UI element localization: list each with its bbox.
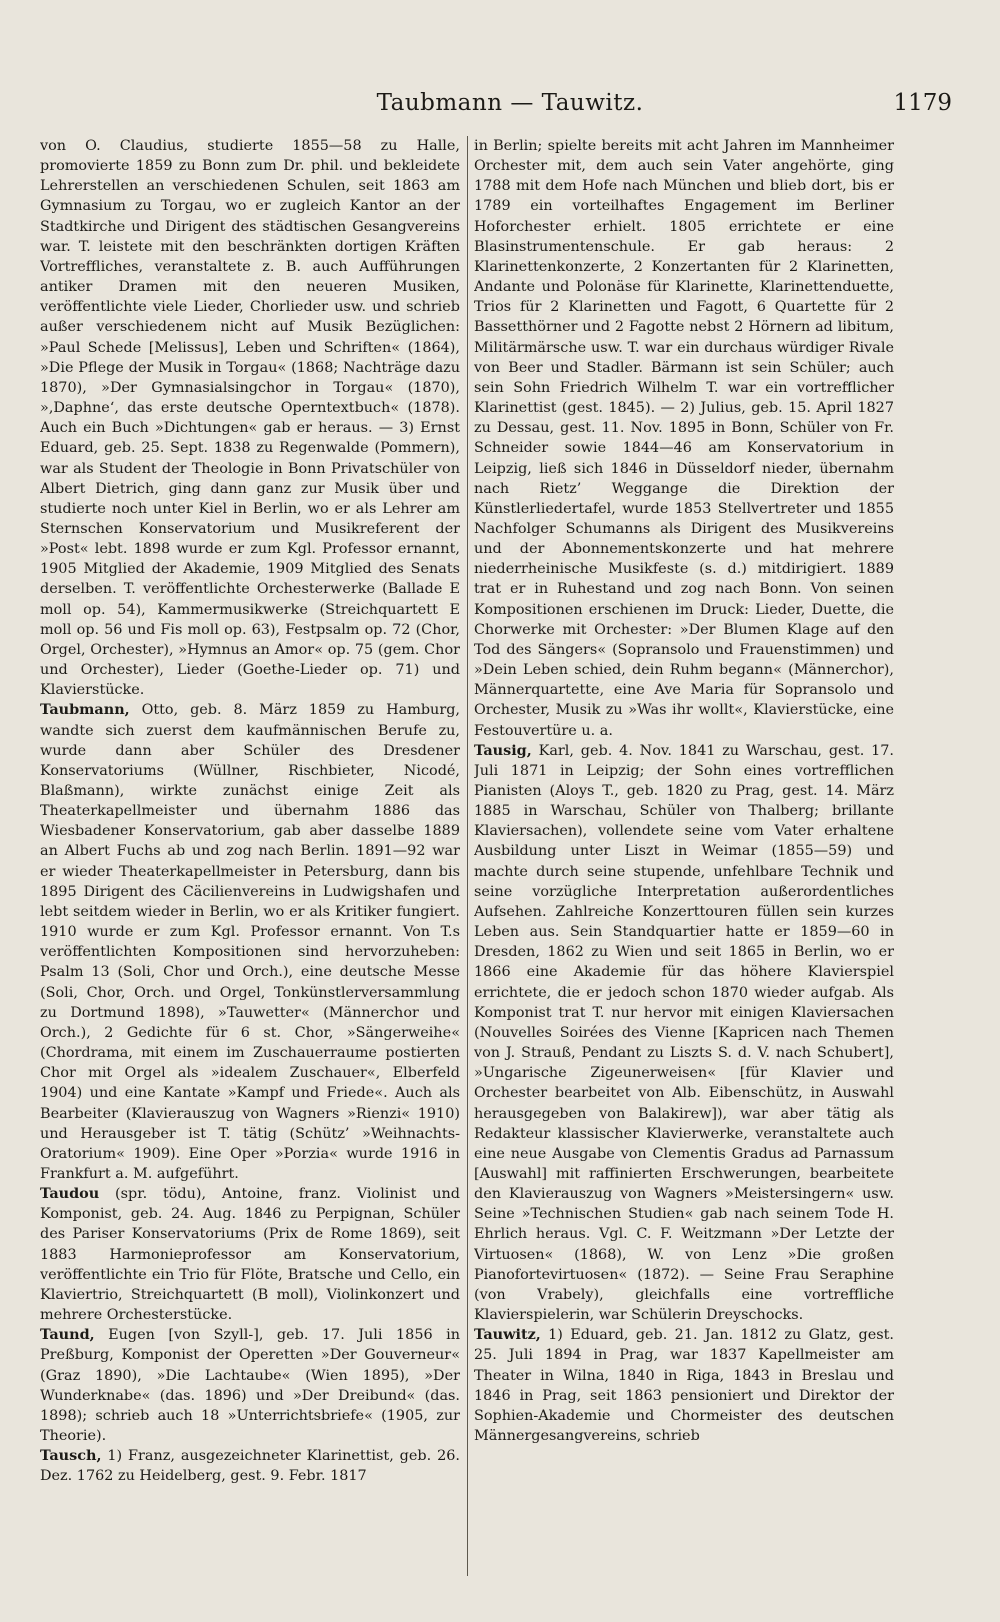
entry-taund bbox=[40, 1325, 460, 1446]
entry-text: Eugen [von Szyll-], geb. 17. Juli 1856 in Preßburg, Komponist der Operetten »Der Gouverneur« (Graz 1890), »Die Lachtaube« (Wien 1895), »Der Wunderknabe« (das. 1896) und »Der Dreibund« (das. 1898); schrieb auch 18 »Unterrichtsbriefe« (1905, zur Theorie). bbox=[40, 1327, 460, 1444]
entry-text: 1) Eduard, geb. 21. Jan. 1812 zu Glatz, gest. 25. Juli 1894 in Prag, war 1837 Kapellmeister am Theater in Wilna, 1840 in Riga, 1843 in Breslau und 1846 in Prag, seit 1863 pensioniert und Direktor der Sophien-Akademie und Chormeister des deutschen Männergesangvereins, schrieb bbox=[474, 1327, 894, 1444]
entry-text: Otto, geb. 8. März 1859 zu Hamburg, wandte sich zuerst dem kaufmännischen Berufe zu, wurde dann aber Schüler des Dresdener Konservatoriums (Wüllner, Rischbieter, Nicodé, Blaßmann), wirkte zunächst einige Zeit als Theaterkapellmeister und übernahm 1886 das Wiesbadener Konservatorium, gab aber dasselbe 1889 an Albert Fuchs ab und zog nach Berlin. 1891—92 war er wieder Theaterkapellmeister in Petersburg, dann bis 1895 Dirigent des Cäcilienvereins in Ludwigshafen und lebt seitdem wieder in Berlin, wo er als Kritiker fungiert. 1910 wurde er zum Kgl. Professor ernannt. Von T.s veröffentlichten Kompositionen sind hervorzuheben: Psalm 13 (Soli, Chor und Orch.), eine deutsche Messe (Soli, Chor, Orch. und Orgel, Tonkünstlerversammlung zu Dortmund 1898), »Tauwetter« (Männerchor und Orch.), 2 Gedichte für 6 st. Chor, »Sängerweihe« (Chordrama, mit einem im Zuschauerraume postierten Chor mit Orgel als »idealem Zuschauer«, Elberfeld 1904) und eine Kantate »Kampf und Friede«. Auch als Bearbeiter (Klavierauszug von Wagners »Rienzi« 1910) und Herausgeber ist T. tätig (Schütz’ »Weihnachts-Oratorium« 1909). Eine Oper »Porzia« wurde 1916 in Frankfurt a. M. aufgeführt. bbox=[40, 702, 460, 1182]
entry-tausch bbox=[40, 1446, 460, 1486]
entry-tauwitz bbox=[474, 1325, 894, 1446]
headword: Tausig, bbox=[474, 741, 532, 759]
right-column bbox=[474, 136, 894, 1596]
headword: Taund, bbox=[40, 1326, 95, 1344]
headword: Taubmann, bbox=[40, 701, 130, 719]
running-head: Taubmann — Tauwitz. bbox=[376, 90, 644, 116]
headword: Taudou bbox=[40, 1185, 100, 1203]
entry-taubmann bbox=[40, 700, 460, 1184]
left-column bbox=[40, 136, 460, 1596]
entry-taudou bbox=[40, 1184, 460, 1325]
entry-text: 1) Franz, ausgezeichneter Klarinettist, geb. 26. Dez. 1762 zu Heidelberg, gest. 9. Febr. 1817 bbox=[40, 1448, 460, 1485]
column-divider bbox=[467, 136, 468, 1576]
entry-tausig bbox=[474, 741, 894, 1326]
entry-continuation: in Berlin; spielte bereits mit acht Jahren im Mannheimer Orchester mit, dem auch sein Vater angehörte, ging 1788 mit dem Hofe nach München und blieb dort, bis er 1789 ein vorteilhaftes Engagement im Berliner Hoforchester erhielt. 1805 errichtete er eine Blasinstrumentenschule. Er gab heraus: 2 Klarinettenkonzerte, 2 Konzertanten für 2 Klarinetten, Andante und Polonäse für Klarinette, Klarinettenduette, Trios für 2 Klarinetten und Fagott, 6 Quartette für 2 Bassetthörner und 2 Fagotte nebst 2 Hörnern ad libitum, Militärmärsche usw. T. war ein durchaus würdiger Rivale von Beer und Stadler. Bärmann ist sein Schüler; auch sein Sohn Friedrich Wilhelm T. war ein vortrefflicher Klarinettist (gest. 1845). — 2) Julius, geb. 15. April 1827 zu Dessau, gest. 11. Nov. 1895 in Bonn, Schüler von Fr. Schneider sowie 1844—46 am Konservatorium in Leipzig, ließ sich 1846 in Düsseldorf nieder, übernahm nach Rietz’ Weggange die Direktion der Künstlerliedertafel, wurde 1853 Stellvertreter und 1855 Nachfolger Schumanns als Dirigent des Musikvereins und der Abonnementskonzerte und hat mehrere niederrheinische Musikfeste (s. d.) mitdirigiert. 1889 trat er in Ruhestand und zog nach Bonn. Von seinen Kompositionen erschienen im Druck: Lieder, Duette, die Chorwerke mit Orchester: »Der Blumen Klage auf den Tod des Sängers« (Sopransolo und Frauenstimmen) und »Dein Leben schied, dein Ruhm begann« (Männerchor), Männerquartette, eine Ave Maria für Sopransolo und Orchester, Musik zu »Was ihr wollt«, Klavierstücke, eine Festouvertüre u. a. bbox=[474, 138, 894, 739]
page-number: 1179 bbox=[893, 90, 952, 116]
headword: Tausch, bbox=[40, 1447, 102, 1465]
headword: Tauwitz, bbox=[474, 1326, 541, 1344]
entry-text: Karl, geb. 4. Nov. 1841 zu Warschau, gest. 17. Juli 1871 in Leipzig; der Sohn eines vortrefflichen Pianisten (Aloys T., geb. 1820 zu Prag, gest. 14. März 1885 in Warschau, Schüler von Thalberg; brillante Klaviersachen), vollendete seine vom Vater erhaltene Ausbildung unter Liszt in Weimar (1855—59) und machte durch seine stupende, unfehlbare Technik und seine vorzügliche Interpretation außerordentliches Aufsehen. Zahlreiche Konzerttouren füllen sein kurzes Leben aus. Sein Standquartier hatte er 1859—60 in Dresden, 1862 zu Wien und seit 1865 in Berlin, wo er 1866 eine Akademie für das höhere Klavierspiel errichtete, die er jedoch schon 1870 wieder aufgab. Als Komponist trat T. nur hervor mit einigen Klaviersachen (Nouvelles Soirées des Vienne [Kapricen nach Themen von J. Strauß, Pendant zu Liszts S. d. V. nach Schubert], »Ungarische Zigeunerweisen« [für Klavier und Orchester bearbeitet von Alb. Eibenschütz, in Auswahl herausgegeben von Balakirew]), war aber tätig als Redakteur klassischer Klavierwerke, veranstaltete auch eine neue Ausgabe von Clementis Gradus ad Parnassum [Auswahl] mit raffinierten Erschwerungen, bearbeitete den Klavierauszug von Wagners »Meistersingern« usw. Seine »Technischen Studien« gab nach seinem Tode H. Ehrlich heraus. Vgl. C. F. Weitzmann »Der Letzte der Virtuosen« (1868), W. von Lenz »Die großen Pianofortevirtuosen« (1872). — Seine Frau Seraphine (von Vrabely), gleichfalls eine vortreffliche Klavierspielerin, war Schülerin Dreyschocks. bbox=[474, 742, 894, 1324]
page-header bbox=[60, 90, 960, 120]
entry-text: (spr. tödu), Antoine, franz. Violinist und Komponist, geb. 24. Aug. 1846 zu Perpignan, Schüler des Pariser Konservatoriums (Prix de Rome 1869), seit 1883 Harmonieprofessor am Konservatorium, veröffentlichte ein Trio für Flöte, Bratsche und Cello, ein Klaviertrio, Streichquartett (B moll), Violinkonzert und mehrere Orchesterstücke. bbox=[40, 1186, 460, 1324]
entry-continuation: von O. Claudius, studierte 1855—58 zu Halle, promovierte 1859 zu Bonn zum Dr. phil. und bekleidete Lehrerstellen an verschiedenen Schulen, seit 1863 am Gymnasium zu Torgau, wo er zugleich Kantor an der Stadtkirche und Dirigent des städtischen Gesangvereins war. T. leistete mit den beschränkten dortigen Kräften Vortreffliches, veranstaltete z. B. auch Aufführungen antiker Dramen mit den neueren Musiken, veröffentlichte viele Lieder, Chorlieder usw. und schrieb außer verschiedenem nicht auf Musik Bezüglichen: »Paul Schede [Melissus], Leben und Schriften« (1864), »Die Pflege der Musik in Torgau« (1868; Nachträge dazu 1870), »Der Gymnasialsingchor in Torgau« (1870), »‚Daphne‘, das erste deutsche Operntextbuch« (1878). Auch ein Buch »Dichtungen« gab er heraus. — 3) Ernst Eduard, geb. 25. Sept. 1838 zu Regenwalde (Pommern), war als Student der Theologie in Bonn Privatschüler von Albert Dietrich, ging dann ganz zur Musik über und studierte noch unter Kiel in Berlin, wo er als Lehrer am Sternschen Konservatorium und Musikreferent der »Post« lebt. 1898 wurde er zum Kgl. Professor ernannt, 1905 Mitglied der Akademie, 1909 Mitglied des Senats derselben. T. veröffentlichte Orchesterwerke (Ballade E moll op. 54), Kammermusikwerke (Streichquartett E moll op. 56 und Fis moll op. 63), Festpsalm op. 72 (Chor, Orgel, Orchester), »Hymnus an Amor« op. 75 (gem. Chor und Orchester), Lieder (Goethe-Lieder op. 71) und Klavierstücke. bbox=[40, 138, 460, 699]
